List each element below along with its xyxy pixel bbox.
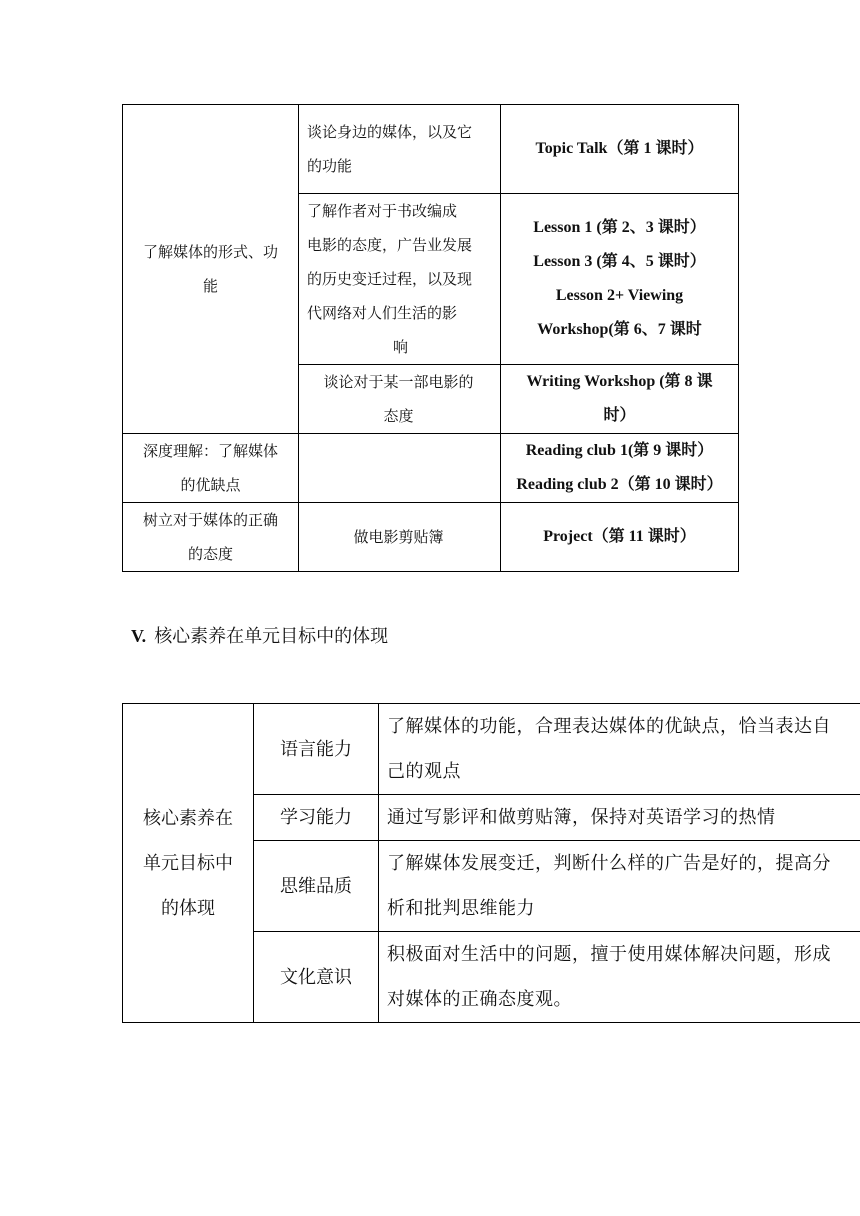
competency-header-cell: 核心素养在 单元目标中 的体现 — [123, 704, 254, 1023]
lesson-cell: Writing Workshop (第 8 课 时） — [501, 365, 739, 434]
lesson-cell: Reading club 1(第 9 课时） Reading club 2（第 10 课时） — [501, 434, 739, 503]
core-competency-table — [122, 703, 860, 1023]
activity-cell: 谈论对于某一部电影的 态度 — [299, 365, 501, 434]
competency-category: 语言能力 — [254, 704, 379, 795]
lesson-cell: Lesson 1 (第 2、3 课时） Lesson 3 (第 4、5 课时） Lesson 2+ Viewing Workshop(第 6、7 课时 — [501, 194, 739, 365]
activity-cell: 谈论身边的媒体，以及它 的功能 — [299, 105, 501, 194]
competency-description: 了解媒体的功能，合理表达媒体的优缺点，恰当表达自 己的观点 — [379, 704, 860, 795]
lesson-cell: Project（第 11 课时） — [501, 503, 739, 572]
activity-cell-empty — [299, 434, 501, 503]
table-row — [123, 105, 739, 194]
competency-description: 积极面对生活中的问题，擅于使用媒体解决问题，形成 对媒体的正确态度观。 — [379, 932, 860, 1023]
competency-category: 文化意识 — [254, 932, 379, 1023]
activity-cell: 做电影剪贴簿 — [299, 503, 501, 572]
goal-cell: 树立对于媒体的正确 的态度 — [123, 503, 299, 572]
section-heading — [131, 622, 388, 651]
goal-cell: 了解媒体的形式、功 能 — [123, 105, 299, 434]
competency-description: 通过写影评和做剪贴簿，保持对英语学习的热情 — [379, 795, 860, 841]
table-row — [123, 434, 739, 503]
lesson-cell: Topic Talk（第 1 课时） — [501, 105, 739, 194]
activity-cell: 了解作者对于书改编成 电影的态度，广告业发展 的历史变迁过程，以及现 代网络对人们生活的影 响 — [299, 194, 501, 365]
competency-category: 思维品质 — [254, 841, 379, 932]
section-number: V. — [131, 626, 147, 646]
section-title: 核心素养在单元目标中的体现 — [154, 626, 389, 647]
goal-cell: 深度理解：了解媒体 的优缺点 — [123, 434, 299, 503]
competency-category: 学习能力 — [254, 795, 379, 841]
competency-description: 了解媒体发展变迁，判断什么样的广告是好的，提高分 析和批判思维能力 — [379, 841, 860, 932]
lesson-plan-table — [122, 104, 739, 572]
table-row — [123, 503, 739, 572]
table-row — [123, 704, 860, 795]
